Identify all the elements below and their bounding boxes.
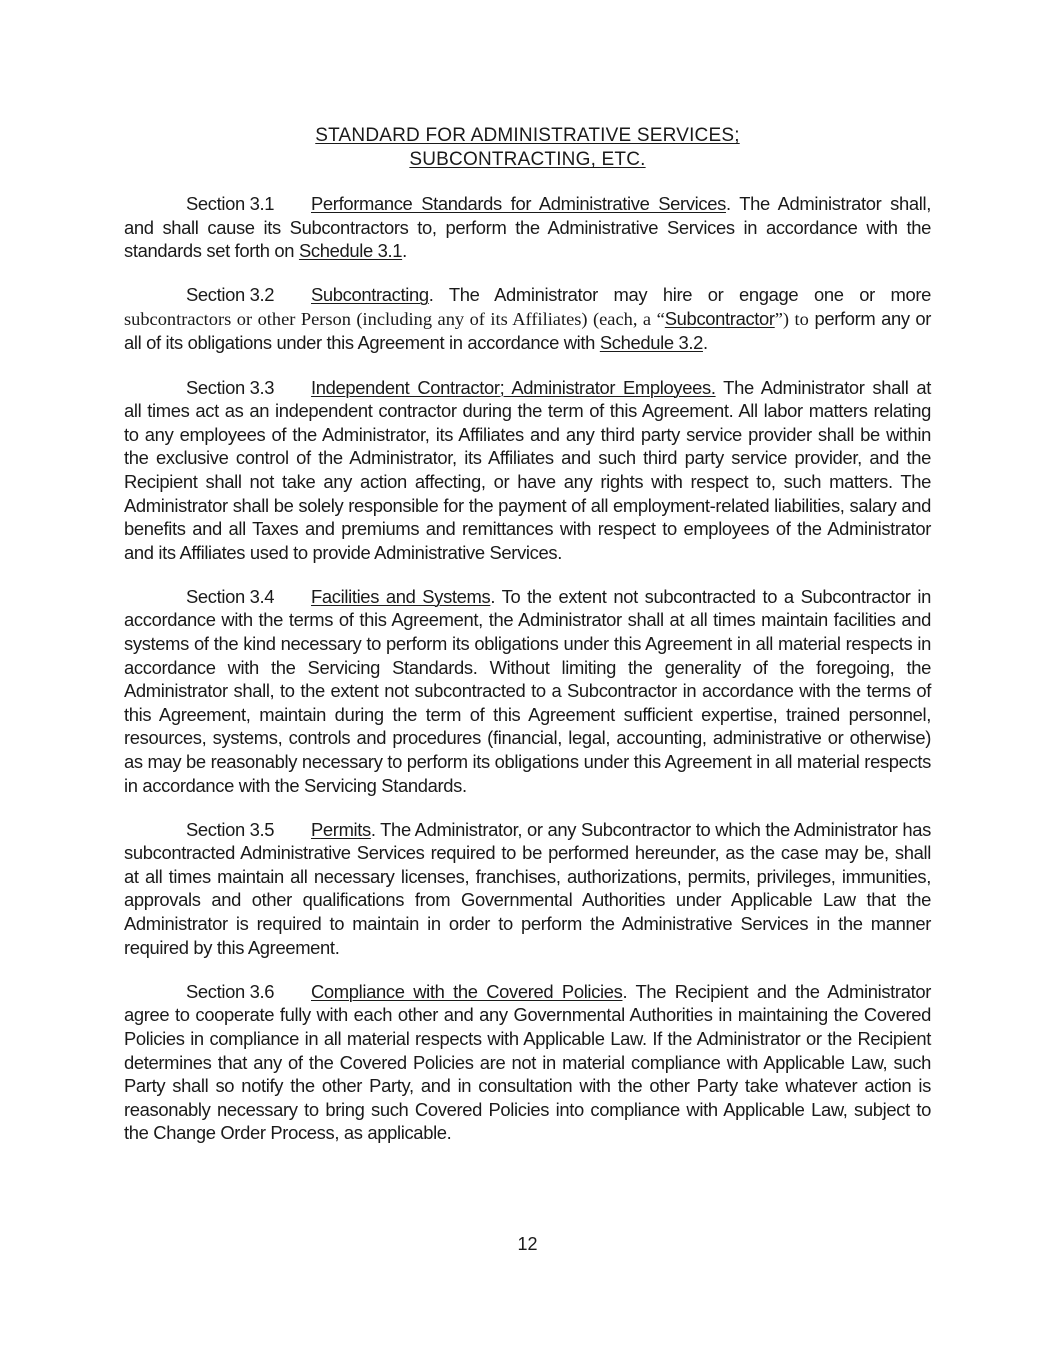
section-3-6 [124,980,931,1145]
schedule-reference: Schedule 3.1 [298,240,403,262]
defined-term: Subcontractor [664,307,775,329]
section-title: Subcontracting [311,284,429,306]
section-number: Section 3.4 [186,585,275,607]
heading-line-2: SUBCONTRACTING, ETC. [409,149,646,170]
section-number: Section 3.3 [186,376,275,398]
section-title-suffix: . [370,818,376,840]
section-body-serif-close: ”) to [774,308,809,329]
section-title: Performance Standards for Administrative Services [311,193,726,214]
section-body: To the extent not subcontracted to a Subcontractor in accordance with the terms of this Agreement, the Administrator shall at all times maintain facilities and systems of the kind necessary to perform its obligations under this Agreement in all material respects in accordance with the Servicing Standards. Without limiting the generality of the foregoing, the Administrator shall, to the extent not subcontracted to a Subcontractor in accordance with the terms of this Agreement, maintain during the term of this Agreement sufficient expertise, trained personnel, resources, systems, controls and procedures (financial, legal, accounting, administrative or otherwise) as may be reasonably necessary to perform its obligations under this Agreement in all material respects in accordance with the Servicing Standards. [124,585,931,796]
section-body-serif: subcontractors or other Person (including any of its Affiliates) (each, a “ [124,308,665,329]
page-number: 12 [517,1234,538,1254]
section-title-suffix: . [725,193,731,214]
section-body-part-a: The Administrator may hire or engage one or more [433,284,931,306]
section-title: Compliance with the Covered Policies [311,980,623,1002]
section-number: Section 3.1 [186,193,275,214]
schedule-reference: Schedule 3.2 [599,332,703,354]
section-number: Section 3.6 [186,980,275,1002]
section-number: Section 3.2 [186,284,275,306]
section-title: Facilities and Systems [311,585,491,607]
section-body: The Administrator shall at all times act as an independent contractor during the term of this Agreement. All labor matters relating to any employees of the Administrator, its Affiliates and any third party service provider shall be within the exclusive control of the Administrator, its Affiliates and such third party service provider, and the Recipient shall not take any action affecting, or have any rights with respect to, such matters. The Administrator shall be solely responsible for the payment of all employment-related liabilities, salary and benefits and all Taxes and premiums and remittances with respect to employees of the Administrator and its Affiliates used to provide Administrative Services. [124,376,932,563]
section-3-5 [124,818,931,960]
section-body: The Administrator, or any Subcontractor to which the Administrator has subcontracted Administrative Services required to be performed hereunder, as the case may be, shall at all times maintain all necessary licenses, franchises, authorizations, permits, privileges, immunities, approvals and other qualifications from Governmental Authorities under Applicable Law that the Administrator is required to maintain in order to perform the Administrative Services in the manner required by this Agreement. [124,818,931,958]
section-title: Permits [311,818,371,840]
section-3-3 [124,376,931,565]
document-page [124,124,931,1165]
heading-line-1: STANDARD FOR ADMINISTRATIVE SERVICES; [315,125,740,146]
section-3-2 [124,283,931,355]
section-end-punct: . [402,240,407,262]
article-heading [124,124,931,172]
section-title-suffix: . [490,585,496,607]
section-body: The Administrator shall, and shall cause its Subcontractors to, perform the Administrative Services in accordance with the standards set forth on [124,193,932,262]
section-3-1 [124,192,931,263]
section-title: Independent Contractor; Administrator Employees. [311,376,716,398]
section-body-part-b: perform any or all of its obligations under this Agreement in accordance with [124,307,931,354]
section-body: The Recipient and the Administrator agree to cooperate fully with each other and any Governmental Authorities in maintaining the Covered Policies in compliance in all material respects with Applicable Law. If the Administrator or the Recipient determines that any of the Covered Policies are not in material compliance with Applicable Law, such Party shall so notify the other Party, and in consultation with the other Party take whatever action is reasonably necessary to bring such Covered Policies into compliance with Applicable Law, subject to the Change Order Process, as applicable. [124,980,931,1144]
section-title-suffix: . [428,284,434,306]
section-end-punct: . [702,332,708,354]
section-number: Section 3.5 [186,818,275,840]
section-title-suffix: . [622,980,628,1002]
section-3-4 [124,585,931,797]
